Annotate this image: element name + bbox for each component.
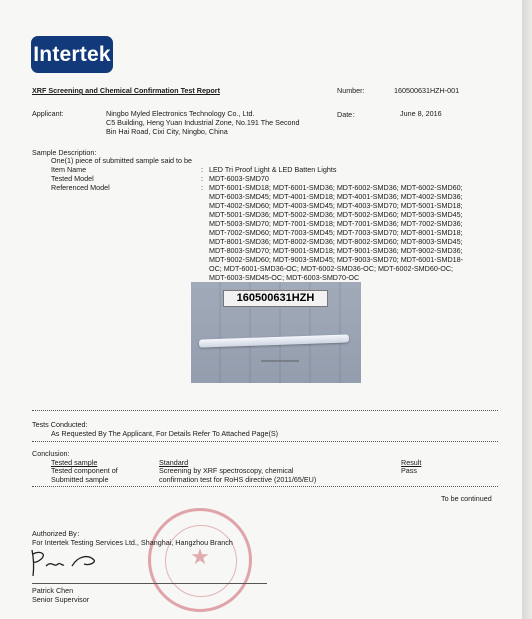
led-lamp-image xyxy=(199,334,349,347)
colon: : xyxy=(201,174,203,183)
referenced-model-line: MDT-5003-SMD70; MDT-7001-SMD18; MDT-7001-SMD36; MDT-7002-SMD36; xyxy=(209,219,463,228)
signer-title: Senior Supervisor xyxy=(32,595,90,604)
referenced-model-line: MDT-6001-SMD18; MDT-6001-SMD36; MDT-6002-SMD36; MDT-6002-SMD60; xyxy=(209,183,463,192)
tested-component-line-2: Submitted sample xyxy=(51,475,109,484)
standard-line-1: Screening by XRF spectroscopy, chemical xyxy=(159,466,294,475)
signer-name: Patrick Chen xyxy=(32,586,74,595)
referenced-model-line: MDT-9002-SMD60; MDT-9003-SMD45; MDT-9003-SMD70; MDT-6001-SMD18- xyxy=(209,255,464,264)
referenced-model-line: OC; MDT-6001-SMD36-OC; MDT-6002-SMD36-OC; MDT-6002-SMD60-OC; xyxy=(209,264,454,273)
tested-model-value: MDT-6003-SMD70 xyxy=(209,174,269,183)
column-header-result: Result xyxy=(401,458,422,467)
referenced-model-line: MDT-5001-SMD36; MDT-5002-SMD36; MDT-5002-SMD60; MDT-5003-SMD45; xyxy=(209,210,463,219)
standard-line-2: confirmation test for RoHS directive (2011/65/EU) xyxy=(159,475,317,484)
report-title: XRF Screening and Chemical Confirmation Test Report xyxy=(32,86,220,95)
colon: : xyxy=(201,165,203,174)
tests-text: As Requested By The Applicant, For Details Refer To Attached Page(S) xyxy=(51,429,279,438)
referenced-model-line: MDT-4002-SMD60; MDT-4003-SMD45; MDT-4003-SMD70; MDT-5001-SMD18; xyxy=(209,201,463,210)
applicant-label: Applicant: xyxy=(32,109,64,118)
divider xyxy=(32,486,498,487)
company-seal-stamp xyxy=(148,508,252,612)
item-name-value: LED Tri Proof Light & LED Batten Lights xyxy=(209,165,337,174)
column-header-tested-sample: Tested sample xyxy=(51,458,98,467)
photo-sample-label: 160500631HZH xyxy=(223,290,328,307)
authorized-org: For Intertek Testing Services Ltd., Shanghai, Hangzhou Branch xyxy=(32,538,233,547)
column-header-standard: Standard xyxy=(159,458,189,467)
referenced-model-line: MDT-6003-SMD45-OC; MDT-6003-SMD70-OC xyxy=(209,273,360,282)
seal-star-icon: ★ xyxy=(190,544,210,569)
sample-intro: One(1) piece of submitted sample said to be xyxy=(51,156,193,165)
tests-heading: Tests Conducted: xyxy=(32,420,88,429)
paper-edge xyxy=(522,0,532,619)
signature-line xyxy=(32,583,267,584)
referenced-model-line: MDT-6003-SMD45; MDT-4001-SMD18; MDT-4001-SMD36; MDT-4002-SMD36; xyxy=(209,192,463,201)
result-value: Pass xyxy=(401,466,417,475)
number-label: Number: xyxy=(337,86,365,95)
handwritten-signature xyxy=(28,546,108,580)
to-be-continued: To be continued xyxy=(441,494,492,503)
referenced-model-line: MDT-7002-SMD60; MDT-7003-SMD45; MDT-7003-SMD70; MDT-8001-SMD18; xyxy=(209,228,463,237)
sample-heading: Sample Description: xyxy=(32,148,97,157)
divider xyxy=(32,441,498,442)
colon: : xyxy=(201,183,203,192)
date-label: Date： xyxy=(337,110,360,119)
applicant-address-1: C5 Building, Heng Yuan Industrial Zone, No.191 The Second xyxy=(106,118,300,127)
applicant-address-2: Bin Hai Road, Cixi City, Ningbo, China xyxy=(106,127,228,136)
report-number: 160500631HZH-001 xyxy=(394,86,460,95)
item-name-label: Item Name xyxy=(51,165,87,174)
ruler-image xyxy=(261,360,299,362)
sample-photo xyxy=(191,282,361,383)
referenced-model-label: Referenced Model xyxy=(51,183,110,192)
conclusion-heading: Conclusion: xyxy=(32,449,70,458)
intertek-logo: Intertek xyxy=(31,36,113,73)
applicant-name: Ningbo Myled Electronics Technology Co., Ltd. xyxy=(106,109,255,118)
tested-component-line-1: Tested component of xyxy=(51,466,118,475)
referenced-model-line: MDT-8003-SMD70; MDT-9001-SMD18; MDT-9001-SMD36; MDT-9002-SMD36; xyxy=(209,246,463,255)
divider xyxy=(32,410,498,411)
authorized-by-label: Authorized By： xyxy=(32,529,84,538)
tested-model-label: Tested Model xyxy=(51,174,94,183)
report-date: June 8, 2016 xyxy=(400,109,442,118)
referenced-model-line: MDT-8001-SMD36; MDT-8002-SMD36; MDT-8002-SMD60; MDT-8003-SMD45; xyxy=(209,237,463,246)
